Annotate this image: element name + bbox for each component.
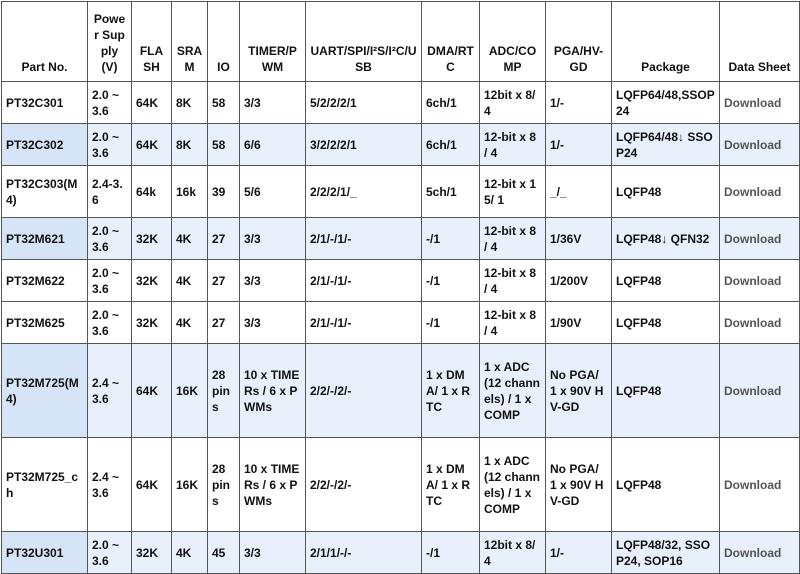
download-link[interactable]: Download [724, 184, 782, 199]
header-row [2, 2, 800, 82]
pga-hvgd-cell: No PGA/ 1 x 90V HV-GD [546, 344, 612, 438]
download-link[interactable]: Download [724, 315, 782, 330]
sram-cell: 4K [172, 260, 208, 302]
io-cell: 39 [208, 166, 240, 218]
package-cell: LQFP48/32, SSOP24, SOP16 [612, 532, 720, 574]
package-cell: LQFP48 [612, 302, 720, 344]
pga-hvgd-cell: No PGA/ 1 x 90V HV-GD [546, 438, 612, 532]
flash-cell: 64K [132, 124, 172, 166]
io-cell: 45 [208, 532, 240, 574]
header-adc-comp: ADC/COMP [480, 2, 546, 82]
part-no-cell: PT32M625 [2, 302, 88, 344]
download-link[interactable]: Download [724, 231, 782, 246]
uart-spi-cell: 3/2/2/2/1 [306, 124, 422, 166]
package-cell: LQFP48 [612, 166, 720, 218]
table-row [2, 532, 800, 574]
product-table [1, 1, 800, 574]
sram-cell: 4K [172, 218, 208, 260]
part-no-cell: PT32M725(M4) [2, 344, 88, 438]
part-no-cell: PT32C302 [2, 124, 88, 166]
part-no-cell: PT32C301 [2, 82, 88, 124]
table-row [2, 82, 800, 124]
part-no-cell: PT32M621 [2, 218, 88, 260]
pga-hvgd-cell: 1/- [546, 82, 612, 124]
uart-spi-cell: 2/2/-/2/- [306, 344, 422, 438]
download-link[interactable]: Download [724, 383, 782, 398]
table-row [2, 166, 800, 218]
flash-cell: 32K [132, 302, 172, 344]
part-no-cell: PT32M622 [2, 260, 88, 302]
power-supply-cell: 2.0 ~ 3.6 [88, 124, 132, 166]
flash-cell: 64K [132, 82, 172, 124]
datasheet-cell [720, 532, 800, 574]
timer-pwm-cell: 3/3 [240, 302, 306, 344]
sram-cell: 16K [172, 438, 208, 532]
io-cell: 27 [208, 218, 240, 260]
header-sram: SRAM [172, 2, 208, 82]
datasheet-cell [720, 124, 800, 166]
adc-comp-cell: 12-bit x 8 / 4 [480, 260, 546, 302]
uart-spi-cell: 2/2/-/2/- [306, 438, 422, 532]
header-pga-hvgd: PGA/HV-GD [546, 2, 612, 82]
uart-spi-cell: 2/1/1/-/- [306, 532, 422, 574]
part-no-cell: PT32M725_ch [2, 438, 88, 532]
power-supply-cell: 2.4 ~ 3.6 [88, 438, 132, 532]
header-uart-spi: UART/SPI/I²S/I²C/USB [306, 2, 422, 82]
io-cell: 27 [208, 260, 240, 302]
sram-cell: 4K [172, 302, 208, 344]
package-cell: LQFP64/48↓ SSOP24 [612, 124, 720, 166]
table-row [2, 302, 800, 344]
io-cell: 28 pins [208, 344, 240, 438]
dma-rtc-cell: -/1 [422, 302, 480, 344]
power-supply-cell: 2.0 ~ 3.6 [88, 302, 132, 344]
io-cell: 58 [208, 82, 240, 124]
table-row [2, 260, 800, 302]
pga-hvgd-cell: 1/36V [546, 218, 612, 260]
datasheet-cell [720, 438, 800, 532]
download-link[interactable]: Download [724, 477, 782, 492]
pga-hvgd-cell: _/_ [546, 166, 612, 218]
sram-cell: 4K [172, 532, 208, 574]
header-dma-rtc: DMA/RTC [422, 2, 480, 82]
pga-hvgd-cell: 1/90V [546, 302, 612, 344]
adc-comp-cell: 12bit x 8/4 [480, 82, 546, 124]
part-no-cell: PT32U301 [2, 532, 88, 574]
adc-comp-cell: 12-bit x 8 / 4 [480, 302, 546, 344]
adc-comp-cell: 12-bit x 8 / 4 [480, 124, 546, 166]
timer-pwm-cell: 10 x TIMERs / 6 x PWMs [240, 344, 306, 438]
header-datasheet: Data Sheet [720, 2, 800, 82]
uart-spi-cell: 2/2/2/1/_ [306, 166, 422, 218]
download-link[interactable]: Download [724, 95, 782, 110]
package-cell: LQFP48 [612, 438, 720, 532]
package-cell: LQFP48 [612, 260, 720, 302]
flash-cell: 64K [132, 344, 172, 438]
pga-hvgd-cell: 1/200V [546, 260, 612, 302]
table-row [2, 218, 800, 260]
io-cell: 27 [208, 302, 240, 344]
timer-pwm-cell: 10 x TIMERs / 6 x PWMs [240, 438, 306, 532]
dma-rtc-cell: -/1 [422, 218, 480, 260]
datasheet-cell [720, 218, 800, 260]
power-supply-cell: 2.4-3.6 [88, 166, 132, 218]
adc-comp-cell: 1 x ADC (12 channels) / 1 x COMP [480, 344, 546, 438]
adc-comp-cell: 12bit x 8/4 [480, 532, 546, 574]
dma-rtc-cell: -/1 [422, 532, 480, 574]
power-supply-cell: 2.0 ~ 3.6 [88, 82, 132, 124]
package-cell: LQFP48↓ QFN32 [612, 218, 720, 260]
timer-pwm-cell: 3/3 [240, 532, 306, 574]
dma-rtc-cell: 1 x DMA/ 1 x RTC [422, 438, 480, 532]
pga-hvgd-cell: 1/- [546, 532, 612, 574]
table-row [2, 124, 800, 166]
header-timer-pwm: TIMER/PWM [240, 2, 306, 82]
power-supply-cell: 2.4 ~ 3.6 [88, 344, 132, 438]
header-flash: FLASH [132, 2, 172, 82]
datasheet-cell [720, 260, 800, 302]
datasheet-cell [720, 344, 800, 438]
sram-cell: 16k [172, 166, 208, 218]
timer-pwm-cell: 3/3 [240, 218, 306, 260]
power-supply-cell: 2.0 ~ 3.6 [88, 260, 132, 302]
timer-pwm-cell: 5/6 [240, 166, 306, 218]
flash-cell: 32K [132, 218, 172, 260]
package-cell: LQFP64/48,SSOP24 [612, 82, 720, 124]
table-row [2, 344, 800, 438]
header-package: Package [612, 2, 720, 82]
sram-cell: 16K [172, 344, 208, 438]
flash-cell: 32K [132, 260, 172, 302]
dma-rtc-cell: 1 x DMA/ 1 x RTC [422, 344, 480, 438]
download-link[interactable]: Download [724, 137, 782, 152]
uart-spi-cell: 2/1/-/1/- [306, 218, 422, 260]
uart-spi-cell: 5/2/2/2/1 [306, 82, 422, 124]
flash-cell: 32K [132, 532, 172, 574]
io-cell: 28 pins [208, 438, 240, 532]
adc-comp-cell: 1 x ADC (12 channels) / 1 x COMP [480, 438, 546, 532]
download-link[interactable]: Download [724, 545, 782, 560]
io-cell: 58 [208, 124, 240, 166]
header-power-supply: Power Supply (V) [88, 2, 132, 82]
datasheet-cell [720, 166, 800, 218]
flash-cell: 64K [132, 438, 172, 532]
dma-rtc-cell: 5ch/1 [422, 166, 480, 218]
dma-rtc-cell: 6ch/1 [422, 82, 480, 124]
dma-rtc-cell: -/1 [422, 260, 480, 302]
sram-cell: 8K [172, 124, 208, 166]
uart-spi-cell: 2/1/-/1/- [306, 260, 422, 302]
package-cell: LQFP48 [612, 344, 720, 438]
datasheet-cell [720, 302, 800, 344]
power-supply-cell: 2.0 ~ 3.6 [88, 218, 132, 260]
dma-rtc-cell: 6ch/1 [422, 124, 480, 166]
flash-cell: 64k [132, 166, 172, 218]
header-part-no: Part No. [2, 2, 88, 82]
adc-comp-cell: 12-bit x 8 / 4 [480, 218, 546, 260]
datasheet-cell [720, 82, 800, 124]
table-row [2, 438, 800, 532]
pga-hvgd-cell: 1/- [546, 124, 612, 166]
adc-comp-cell: 12-bit x 15/ 1 [480, 166, 546, 218]
part-no-cell: PT32C303(M4) [2, 166, 88, 218]
download-link[interactable]: Download [724, 273, 782, 288]
uart-spi-cell: 2/1/-/1/- [306, 302, 422, 344]
timer-pwm-cell: 6/6 [240, 124, 306, 166]
timer-pwm-cell: 3/3 [240, 260, 306, 302]
power-supply-cell: 2.0 ~ 3.6 [88, 532, 132, 574]
header-io: IO [208, 2, 240, 82]
sram-cell: 8K [172, 82, 208, 124]
timer-pwm-cell: 3/3 [240, 82, 306, 124]
